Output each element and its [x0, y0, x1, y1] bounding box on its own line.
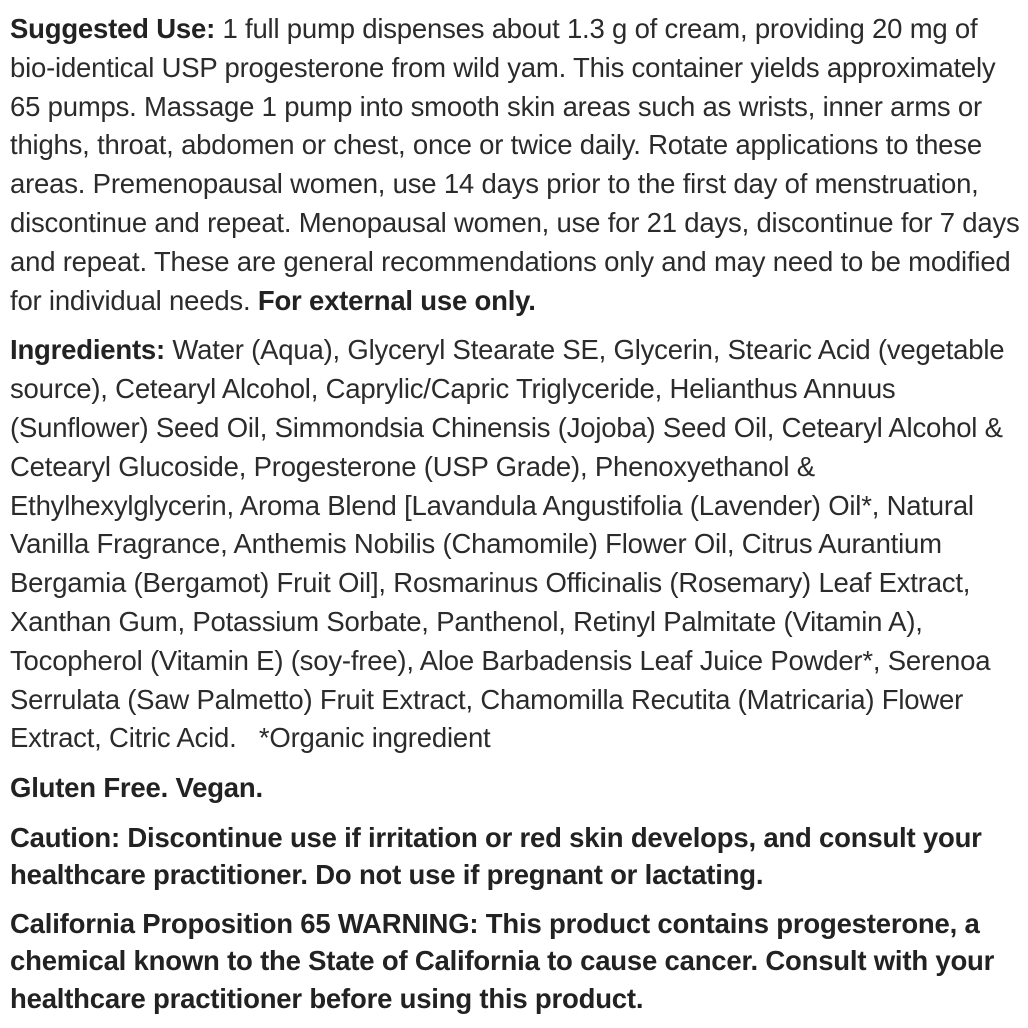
prop65-warning: California Proposition 65 WARNING: This product contains progesterone, a chemical known to the State of California to cause cancer. Consult with your healthcare practitioner before using this product.	[10, 907, 995, 1014]
organic-ingredient-note: *Organic ingredient	[258, 722, 491, 754]
label-text-panel	[10, 10, 1026, 1017]
caution-statement: Caution: Discontinue use if irritation or red skin develops, and consult your healthcare practitioner. Do not use if pregnant or lactating.	[10, 821, 982, 891]
external-use-notice: For external use only.	[257, 284, 536, 316]
ingredients-heading: Ingredients:	[10, 334, 165, 366]
dietary-statement: Gluten Free. Vegan.	[10, 772, 263, 804]
suggested-use-heading: Suggested Use:	[10, 13, 216, 44]
suggested-use-paragraph	[10, 10, 1026, 320]
suggested-use-text: 1 full pump dispenses about 1.3 g of cream, providing 20 mg of bio-identical USP progesterone from wild yam. This container yields approximately 65 pumps. Massage 1 pump into smooth skin areas such as wrists, inner arms or thighs, throat, abdomen or chest, once or twice daily. Rotate applications to these areas. Premenopausal women, use 14 days prior to the first day of menstruation, discontinue and repeat. Menopausal women, use for 21 days, discontinue for 7 days and repeat. These are general recommendations only and may need to be modified for individual needs.	[10, 13, 1020, 316]
ingredients-list: Water (Aqua), Glyceryl Stearate SE, Glycerin, Stearic Acid (vegetable source), Cetearyl Alcohol, Caprylic/Capric Triglyceride, Helianthus Annuus (Sunflower) Seed Oil, Simmondsia Chinensis (Jojoba) Seed Oil, Cetearyl Alcohol & Cetearyl Glucoside, Progesterone (USP Grade), Phenoxyethanol & Ethylhexylglycerin, Aroma Blend [Lavandula Angustifolia (Lavender) Oil*, Natural Vanilla Fragrance, Anthemis Nobilis (Chamomile) Flower Oil, Citrus Aurantium Bergamia (Bergamot) Fruit Oil], Rosmarinus Officinalis (Rosemary) Leaf Extract, Xanthan Gum, Potassium Sorbate, Panthenol, Retinyl Palmitate (Vitamin A), Tocopherol (Vitamin E) (soy-free), Aloe Barbadensis Leaf Juice Powder*, Serenoa Serrulata (Saw Palmetto) Fruit Extract, Chamomilla Recutita (Matricaria) Flower Extract, Citric Acid.	[10, 334, 1005, 754]
ingredients-paragraph	[10, 331, 1026, 758]
